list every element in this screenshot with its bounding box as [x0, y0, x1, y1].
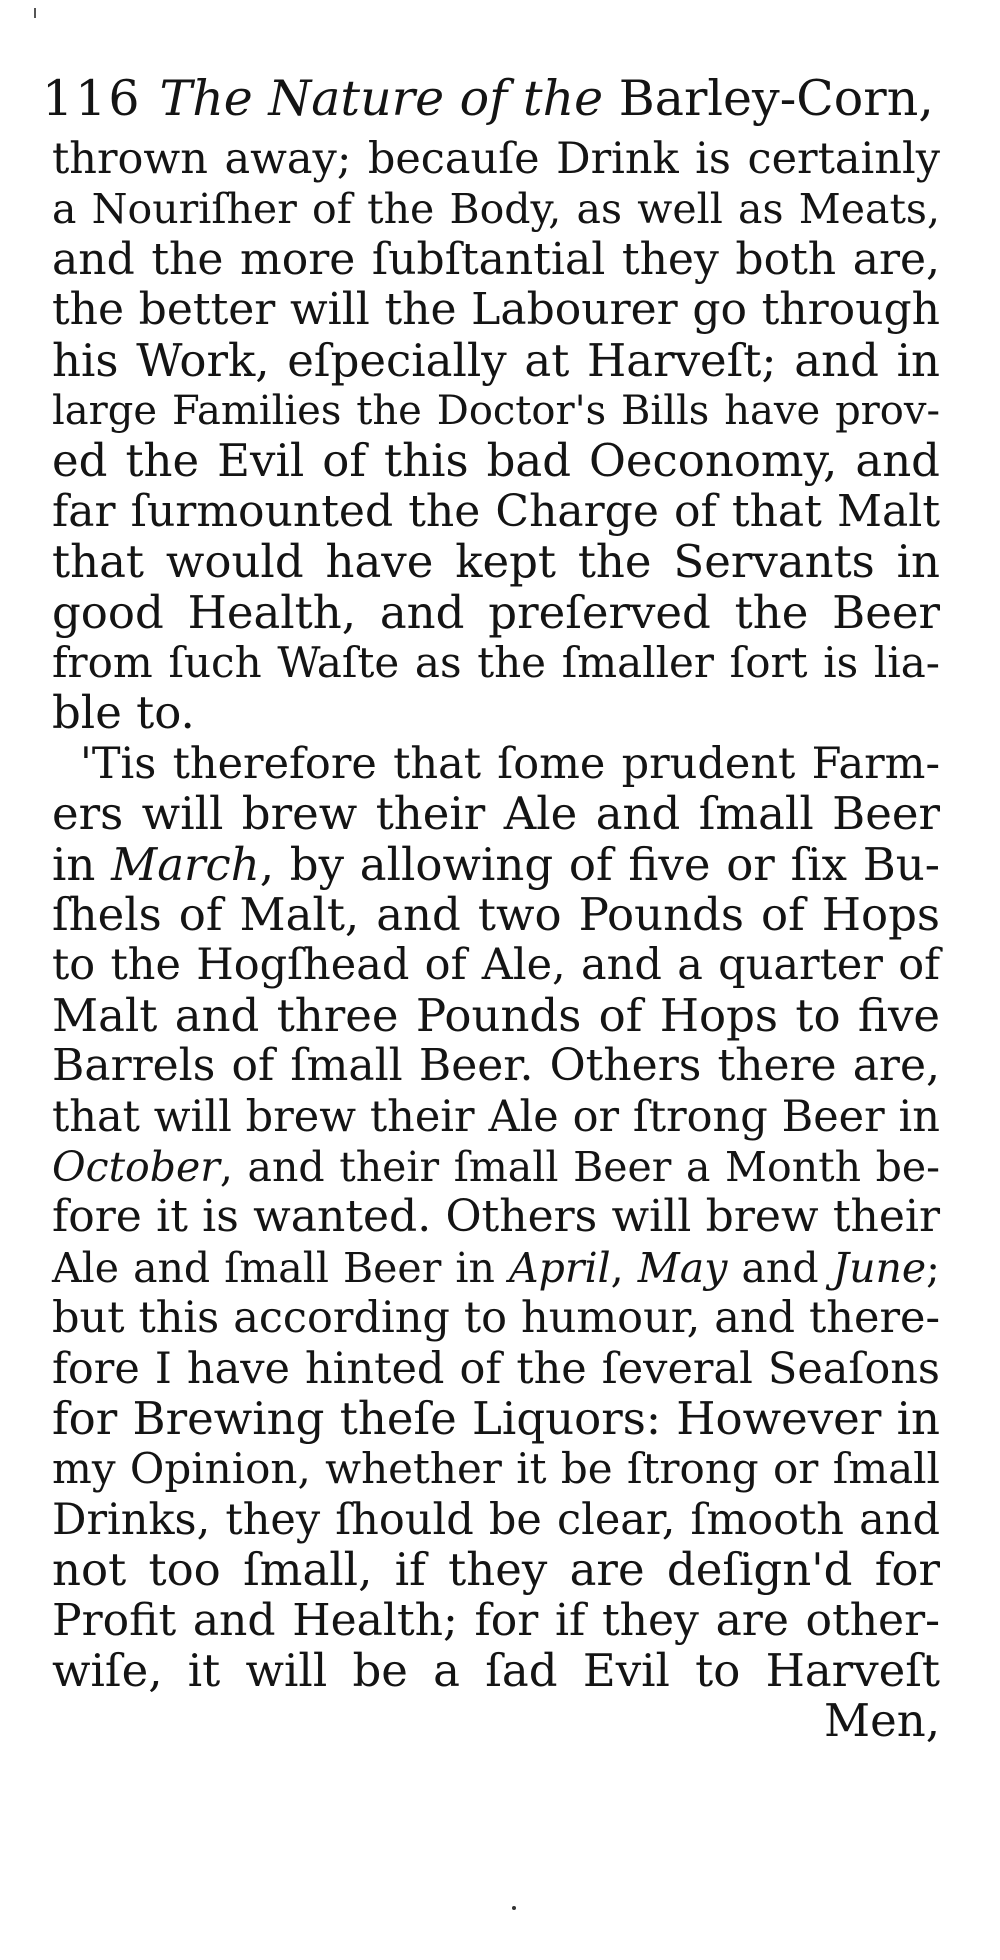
text-line: a Nouriſher of the Body, as well as Meats, [52, 185, 940, 233]
text-line: but this according to humour, and there- [52, 1293, 940, 1343]
text-line: far ſurmounted the Charge of that Malt [52, 486, 940, 537]
text-line: thrown away; becauſe Drink is certainly [52, 134, 940, 184]
text-line: ers will brew their Ale and ſmall Beer [52, 787, 940, 840]
text-line: my Opinion, whether it be ſtrong or ſmall [52, 1444, 940, 1493]
text-line: good Health, and preſerved the Beer [52, 586, 940, 639]
text-line: that would have kept the Servants in [52, 535, 940, 588]
text-line: Malt and three Pounds of Hops to five [52, 989, 940, 1042]
running-title-italic: The Nature of the [159, 70, 604, 127]
print-dot [512, 1906, 516, 1910]
text-line: and the more ſubſtantial they both are, [52, 234, 940, 285]
month-name: May [637, 1244, 728, 1292]
text-line: Drinks, they ſhould be clear, ſmooth and [52, 1495, 940, 1545]
month-name: April [508, 1244, 611, 1292]
text-line: from ſuch Waſte as the ſmaller ſort is lia- [52, 638, 940, 687]
month-name: March [111, 838, 260, 891]
text-line: fore it is wanted. Others will brew their [52, 1191, 940, 1242]
text-line: ble to. [52, 686, 195, 739]
text-line: the better will the Labourer go through [52, 284, 940, 335]
month-name: June [832, 1244, 927, 1292]
page-number: 116 [42, 70, 142, 127]
month-name: October [52, 1143, 220, 1191]
text-line: Barrels of ſmall Beer. Others there are, [52, 1040, 940, 1091]
text-line: 'Tis therefore that ſome prudent Farm- [80, 739, 940, 789]
text-run: , [610, 1244, 638, 1292]
text-run: Ale and ſmall Beer in [52, 1244, 509, 1292]
text-run: ; [926, 1244, 940, 1292]
catchword: Men, [824, 1694, 940, 1747]
text-run: , and their ſmall Beer a Month be- [219, 1143, 940, 1191]
text-line: his Work, eſpecially at Harveſt; and in [52, 334, 940, 387]
text-line: not too ſmall, if they are deſign'd for [52, 1543, 940, 1596]
text-line: large Families the Doctor's Bills have prov- [52, 388, 940, 434]
text-run: and [727, 1244, 833, 1292]
text-line: Profit and Health; for if they are other- [52, 1595, 940, 1646]
text-run: , by allowing of five or ſix Bu- [259, 838, 940, 891]
text-run: in [52, 838, 112, 891]
text-line: ſhels of Malt, and two Pounds of Hops [52, 888, 940, 941]
text-line: for Brewing theſe Liquors: However in [52, 1392, 940, 1445]
print-speck [34, 8, 36, 18]
text-line: wiſe, it will be a ſad Evil to Harveſt [52, 1644, 940, 1697]
text-line: to the Hogſhead of Ale, and a quarter of [52, 940, 940, 990]
text-line: that will brew their Ale or ſtrong Beer in [52, 1092, 940, 1142]
text-line: fore I have hinted of the ſeveral Seaſons [52, 1344, 940, 1394]
running-title-roman: Barley-Corn, [618, 70, 934, 127]
text-line: ed the Evil of this bad Oeconomy, and [52, 434, 940, 487]
